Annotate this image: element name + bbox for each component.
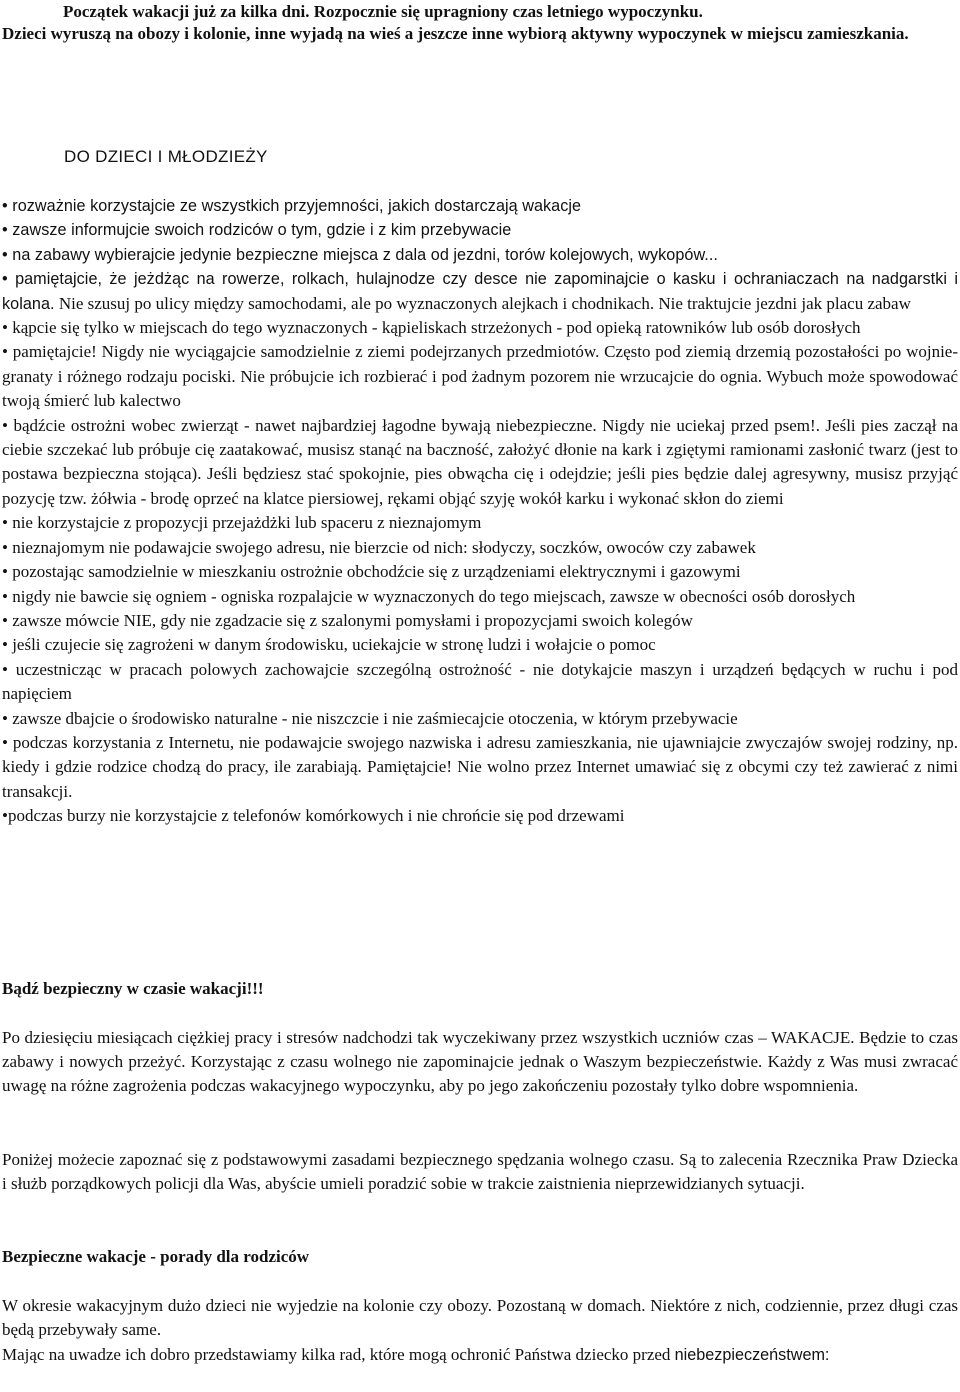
paragraph-text: niebezpieczeństwem: (674, 1346, 830, 1364)
tip-text: Nie szusuj po ulicy między samochodami, ale po wyznaczonych alejkach i chodnikach. Nie traktujcie jezdni jak placu zabaw (54, 293, 911, 313)
section-title-safe-holidays: Bądź bezpieczny w czasie wakacji!!! (2, 979, 264, 998)
intro-line-2: Dzieci wyruszą na obozy i kolonie, inne wyjadą na wieś a jeszcze inne wybiorą aktywny wypoczynek w miejscu zamieszkania. (2, 24, 909, 43)
tip-item: • pozostając samodzielnie w mieszkaniu ostrożnie obchodźcie się z urządzeniami elektrycznymi i gazowymi (2, 562, 741, 582)
tip-item: • podczas korzystania z Internetu, nie podawajcie swojego nazwiska i adresu zamieszkania, nie ujawniajcie zwyczajów swojej rodziny, np. kiedy i gdzie rodzice chodzą do pracy, ile zarabiają. Pamiętajcie! Nie wolno przez Internet umawiać się z obcymi czy też zawierać z nimi transakcji. (2, 732, 958, 801)
paragraph-rules-intro: Poniżej możecie zapoznać się z podstawowymi zasadami bezpiecznego spędzania wolnego czasu. Są to zalecenia Rzecznika Praw Dziecka i służb porządkowych policji dla Was, abyście umieli poradzić sobie w trakcie zaistnienia nieprzewidzianych sytuacji. (2, 1150, 958, 1194)
tip-item: • na zabawy wybierajcie jedynie bezpieczne miejsca z dala od jezdni, torów kolejowych, wykopów... (2, 245, 718, 264)
paragraph-holidays-intro: Po dziesięciu miesiącach ciężkiej pracy i stresów nadchodzi tak wyczekiwany przez wszystkich uczniów czas – WAKACJE. Będzie to czas zabawy i nowych przeżyć. Korzystając z czasu wolnego nie zapominajcie jednak o Waszym bezpieczeństwie. Każdy z Was musi zwracać uwagę na różne zagrożenia podczas wakacyjnego wypoczynku, aby po jego zakończeniu pozostały tylko dobre wspomnienia. (2, 1028, 958, 1096)
intro-line-1: Początek wakacji już za kilka dni. Rozpocznie się upragniony czas letniego wypoczynku. (63, 2, 703, 21)
tip-item: • zawsze mówcie NIE, gdy nie zgadzacie się z szalonymi pomysłami i propozycjami swoich kolegów (2, 610, 693, 630)
tip-item: • kąpcie się tylko w miejscach do tego wyznaczonych - kąpieliskach strzeżonych - pod opieką ratowników lub osób dorosłych (2, 318, 861, 338)
tip-text: • pamiętajcie, że jeżdżąc na rowerze, rolkach, hulajnodze czy desce nie zapominajcie o kasku i ochraniaczach na nadgarstki i kolana. (2, 270, 958, 313)
tips-list (2, 194, 958, 829)
section-title-parents: Bezpieczne wakacje - porady dla rodziców (2, 1247, 310, 1266)
tip-item: • jeśli czujecie się zagrożeni w danym środowisku, uciekajcie w stronę ludzi i wołajcie o pomoc (2, 635, 656, 655)
tip-item: • pamiętajcie! Nigdy nie wyciągajcie samodzielnie z ziemi podejrzanych przedmiotów. Często pod ziemią drzemią pozostałości po wojnie- granaty i różnego rodzaju pociski. Nie próbujcie ich rozbierać i pod żadnym pozorem nie wrzucajcie do ognia. Wybuch może spowodować twoją śmierć lub kalectwo (2, 342, 958, 411)
section-heading-youth: DO DZIECI I MŁODZIEŻY (64, 147, 268, 166)
tip-item: • nigdy nie bawcie się ogniem - ogniska rozpalajcie w wyznaczonych do tego miejscach, zawsze w obecności osób dorosłych (2, 586, 856, 606)
tip-item: • zawsze informujcie swoich rodziców o tym, gdzie i z kim przebywacie (2, 221, 512, 240)
tip-item: • bądźcie ostrożni wobec zwierząt - nawet najbardziej łagodne bywają niebezpieczne. Nigdy nie uciekaj przed psem!. Jeśli pies zaczął na ciebie szczekać lub próbuje cię zaatakować, musisz stanąć na baczność, założyć dłonie na kark i zgiętymi ramionami zasłonić twarz (jest to postawa bezpieczna stojąca). Jeśli będziesz stać spokojnie, pies obwącha cię i odejdzie; jeśli pies będzie dalej agresywny, musisz przyjąć pozycję tzw. żółwia - brodę oprzeć na klatce piersiowej, rękami objąć szyję wokół karku i wykonać skłon do ziemi (2, 415, 958, 508)
paragraph-text: Mając na uwadze ich dobro przedstawiamy kilka rad, które mogą ochronić Państwa dziecko przed (2, 1345, 675, 1364)
tip-item: • uczestnicząc w pracach polowych zachowajcie szczególną ostrożność - nie dotykajcie maszyn i urządzeń będących w ruchu i pod napięciem (2, 659, 958, 704)
tip-item: •podczas burzy nie korzystajcie z telefonów komórkowych i nie chrońcie się pod drzewami (2, 806, 625, 826)
intro-paragraph (2, 0, 958, 45)
paragraph-text: W okresie wakacyjnym dużo dzieci nie wyjedzie na kolonie czy obozy. Pozostaną w domach. Niektóre z nich, codziennie, przez długi czas będą przebywały same. (2, 1296, 958, 1340)
tip-item: • rozważnie korzystajcie ze wszystkich przyjemności, jakich dostarczają wakacje (2, 197, 582, 215)
tip-item (2, 267, 958, 316)
paragraph-parents-1 (2, 1294, 958, 1342)
tip-item: • nieznajomym nie podawajcie swojego adresu, nie bierzcie od nich: słodyczy, soczków, owoców czy zabawek (2, 537, 756, 557)
tip-item: • zawsze dbajcie o środowisko naturalne - nie niszczcie i nie zaśmiecajcie otoczenia, w którym przebywacie (2, 708, 738, 728)
paragraph-parents-2 (2, 1343, 958, 1367)
tip-item: • nie korzystajcie z propozycji przejażdżki lub spaceru z nieznajomym (2, 513, 482, 533)
